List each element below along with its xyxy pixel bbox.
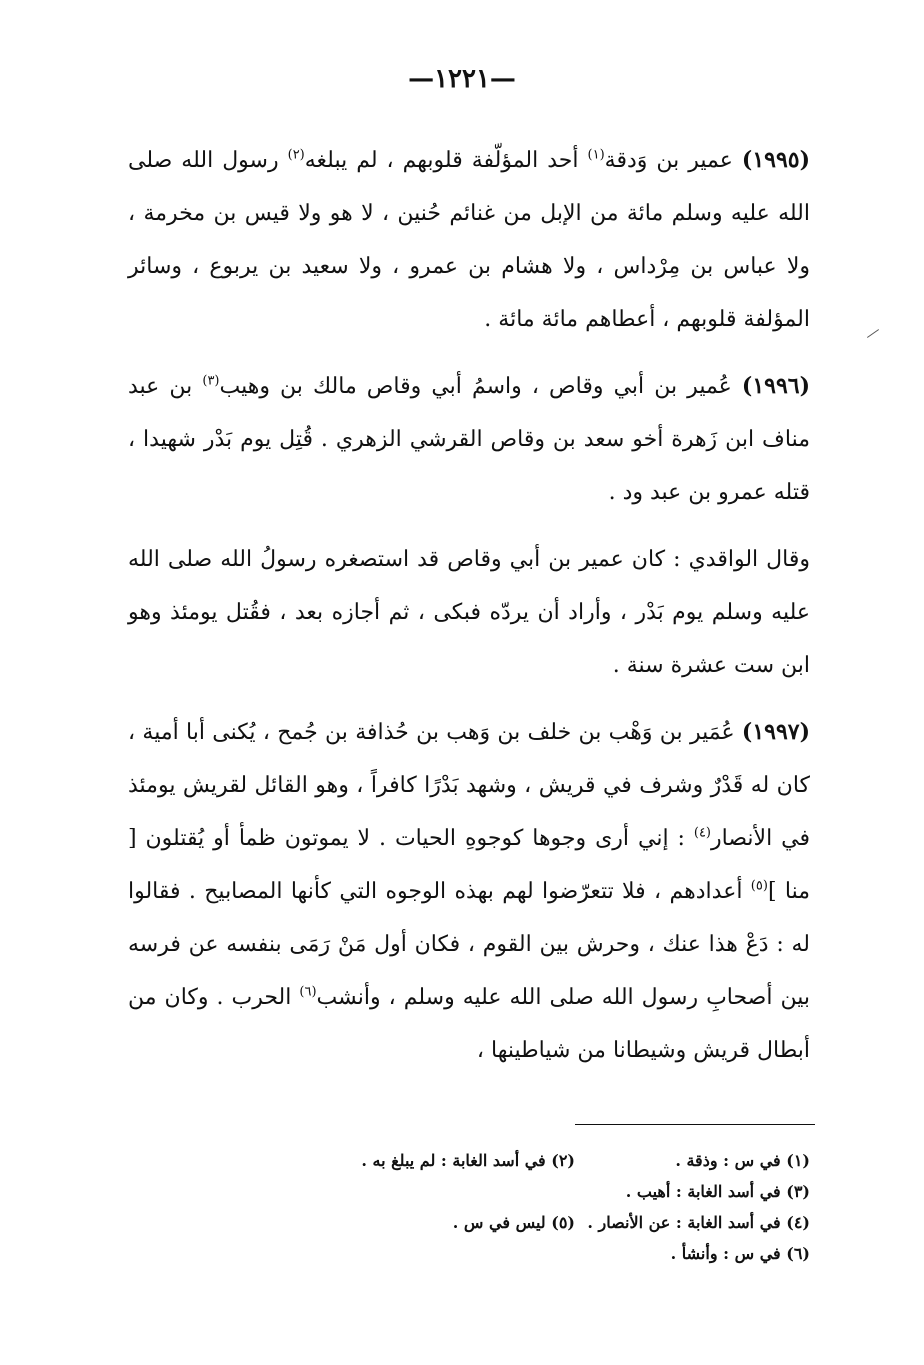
footnote-separator	[575, 1124, 815, 1125]
entry-text: الحرب . وكان من أبطال قريش وشيطانا من شياطينها ،	[128, 985, 810, 1063]
entry-paragraph	[128, 706, 810, 1077]
footnote-marker: (٤)	[693, 825, 711, 841]
footnote: (٥) ليس في س .	[452, 1213, 575, 1232]
entry-text: أعدادهم ، فلا تتعرّضوا لهم بهذه الوجوه التي كأنها المصابيح . فقالوا له : دَعْ هذا عنك ، وحرش بين القوم ، فكان أول مَنْ رَمَى بنفسه عن فرسه بين أصحابِ رسول الله صلى الله عليه وسلم ، وأنشب	[128, 879, 810, 1010]
footnote-row	[230, 1145, 810, 1176]
entry-paragraph	[128, 134, 810, 346]
entry-text: أحد المؤلّفة قلوبهم ، لم يبلغه	[304, 148, 588, 173]
entry-text: : إني أرى وجوها كوجوهِ الحيات . لا يموتون ظمأ أو يُقتلون [ منا ]	[128, 826, 810, 904]
entry-paragraph	[128, 360, 810, 519]
entry-number: (١٩٩٧)	[741, 719, 810, 745]
entry-number: (١٩٩٦)	[741, 373, 811, 399]
entry-paragraph	[128, 533, 810, 692]
body-text	[128, 134, 810, 1091]
footnote-marker: (١)	[587, 147, 605, 163]
entry-number: (١٩٩٥)	[741, 147, 810, 173]
entry-text: عمير بن وَدقة	[604, 148, 742, 173]
footnote-marker: (٥)	[750, 878, 768, 894]
footnote-marker: (٢)	[287, 147, 305, 163]
footnote: (٤) في أسد الغابة : عن الأنصار .	[587, 1213, 810, 1232]
page-number: —١٢٢١—	[408, 64, 516, 94]
footnote-marker: (٦)	[299, 984, 317, 1000]
margin-mark	[867, 329, 879, 338]
footnote-row	[230, 1238, 810, 1269]
entry-text: بن عبد مناف ابن زَهرة أخو سعد بن وقاص القرشي الزهري . قُتِل يوم بَدْر شهيدا ، قتله عمرو بن عبد ود .	[128, 374, 810, 505]
footnote: (٢) في أسد الغابة : لم يبلغ به .	[361, 1151, 575, 1170]
footnote: (٣) في أسد الغابة : أهيب .	[625, 1182, 810, 1201]
entry-text: عُمَير بن وَهْب بن خلف بن وَهب بن حُذافة بن جُمح ، يُكنى أبا أمية ، كان له قَدْرٌ وشرف في قريش ، وشهد بَدْرًا كافراً ، وهو القائل لقريش يومئذ في الأنصار	[128, 720, 810, 851]
footnote-row	[230, 1207, 810, 1238]
footnote-marker: (٣)	[202, 373, 220, 389]
entry-text: وقال الواقدي : كان عمير بن أبي وقاص قد استصغره رسولُ الله صلى الله عليه وسلم يوم بَدْر ، وأراد أن يردّه فبكى ، ثم أجازه بعد ، فقُتل يومئذ وهو ابن ست عشرة سنة .	[128, 547, 810, 678]
footnote: (١) في س : وذقة .	[675, 1151, 810, 1170]
footnote-row	[230, 1176, 810, 1207]
entry-text: رسول الله صلى الله عليه وسلم مائة من الإبل من غنائم حُنين ، لا هو ولا قيس بن مخرمة ، ولا عباس بن مِرْداس ، ولا هشام بن عمرو ، ولا سعيد بن يربوع ، وسائر المؤلفة قلوبهم ، أعطاهم مائة مائة .	[128, 148, 810, 332]
footnote: (٦) في س : وأنشأ .	[670, 1244, 810, 1263]
entry-text: عُمير بن أبي وقاص ، واسمُ أبي وقاص مالك بن وهيب	[219, 374, 742, 399]
footnotes	[230, 1145, 810, 1269]
